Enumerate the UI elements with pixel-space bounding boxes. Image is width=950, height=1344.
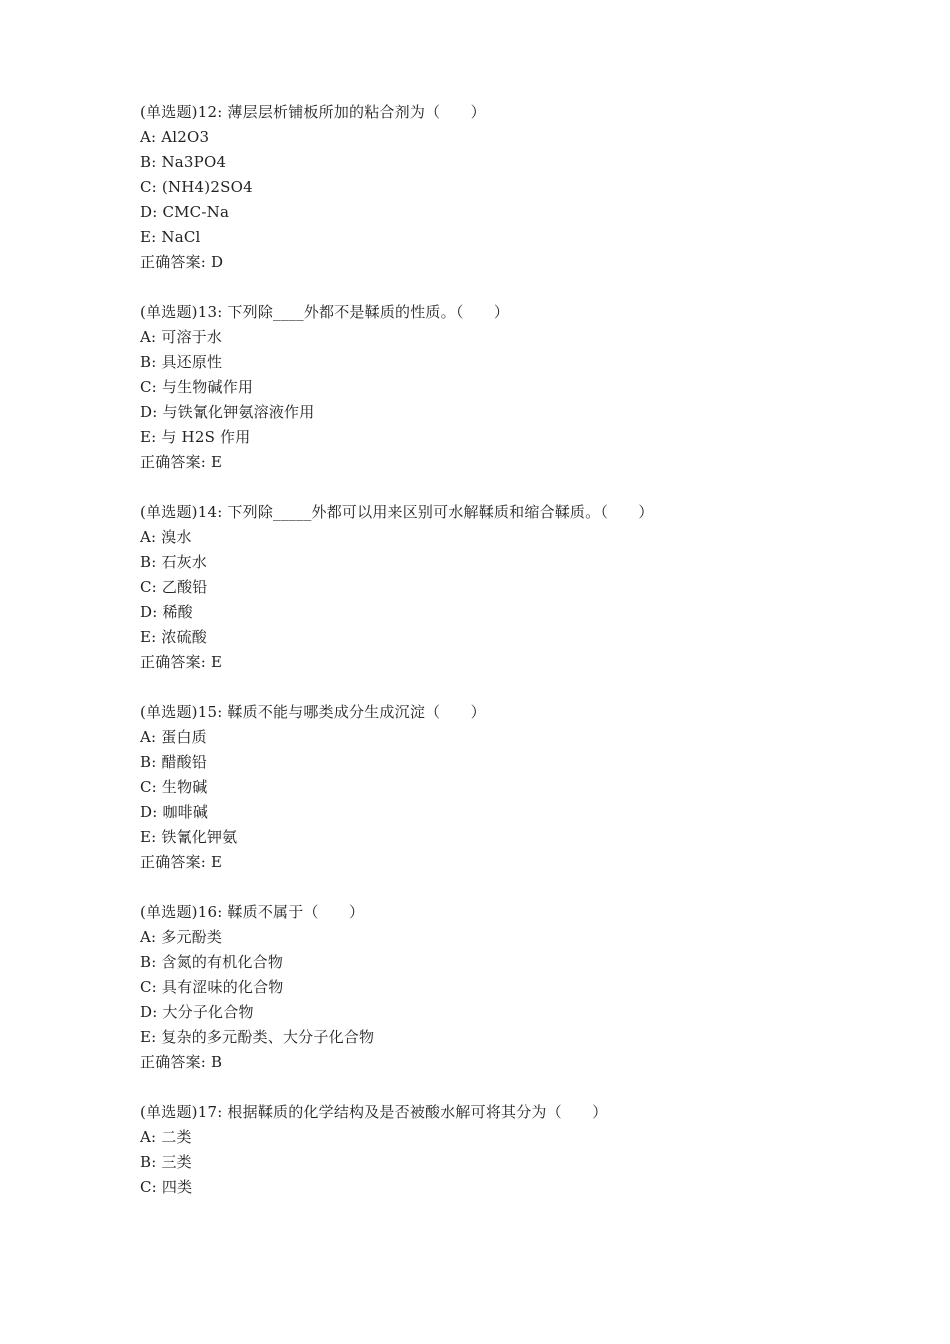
option-e: E: 与 H2S 作用 — [140, 428, 251, 446]
option-c: C: (NH4)2SO4 — [140, 178, 253, 196]
question-14 — [140, 500, 900, 675]
option-d: D: CMC-Na — [140, 203, 230, 221]
option-e: E: 铁氰化钾氨 — [140, 828, 238, 846]
option-d: D: 与铁氰化钾氨溶液作用 — [140, 403, 315, 421]
option-d: D: 咖啡碱 — [140, 803, 209, 821]
option-e: E: 浓硫酸 — [140, 628, 207, 646]
option-c: C: 乙酸铅 — [140, 578, 208, 596]
question-stem: (单选题)17: 根据鞣质的化学结构及是否被酸水解可将其分为（ ） — [140, 1103, 608, 1121]
document-page — [140, 100, 900, 1225]
option-e: E: NaCl — [140, 228, 201, 246]
question-15 — [140, 700, 900, 875]
question-stem: (单选题)14: 下列除_____外都可以用来区别可水解鞣质和缩合鞣质。（ ） — [140, 503, 654, 521]
option-b: B: 具还原性 — [140, 353, 223, 371]
correct-answer: 正确答案: D — [140, 253, 224, 271]
option-b: B: 三类 — [140, 1153, 192, 1171]
option-a: A: Al2O3 — [140, 128, 210, 146]
option-c: C: 生物碱 — [140, 778, 208, 796]
question-stem: (单选题)12: 薄层层析铺板所加的粘合剂为（ ） — [140, 103, 486, 121]
option-c: C: 与生物碱作用 — [140, 378, 254, 396]
option-d: D: 大分子化合物 — [140, 1003, 254, 1021]
question-13 — [140, 300, 900, 475]
correct-answer: 正确答案: E — [140, 453, 223, 471]
question-stem: (单选题)15: 鞣质不能与哪类成分生成沉淀（ ） — [140, 703, 486, 721]
option-b: B: 石灰水 — [140, 553, 208, 571]
option-c: C: 四类 — [140, 1178, 193, 1196]
option-a: A: 蛋白质 — [140, 728, 207, 746]
question-17 — [140, 1100, 900, 1200]
option-d: D: 稀酸 — [140, 603, 193, 621]
option-a: A: 可溶于水 — [140, 328, 223, 346]
question-stem: (单选题)16: 鞣质不属于（ ） — [140, 903, 365, 921]
question-12 — [140, 100, 900, 275]
option-b: B: Na3PO4 — [140, 153, 227, 171]
correct-answer: 正确答案: E — [140, 853, 223, 871]
option-a: A: 溴水 — [140, 528, 192, 546]
question-16 — [140, 900, 900, 1075]
correct-answer: 正确答案: E — [140, 653, 223, 671]
option-c: C: 具有涩味的化合物 — [140, 978, 284, 996]
correct-answer: 正确答案: B — [140, 1053, 223, 1071]
option-a: A: 多元酚类 — [140, 928, 223, 946]
option-b: B: 醋酸铅 — [140, 753, 208, 771]
option-e: E: 复杂的多元酚类、大分子化合物 — [140, 1028, 375, 1046]
option-b: B: 含氮的有机化合物 — [140, 953, 284, 971]
option-a: A: 二类 — [140, 1128, 192, 1146]
question-stem: (单选题)13: 下列除____外都不是鞣质的性质。（ ） — [140, 303, 510, 321]
